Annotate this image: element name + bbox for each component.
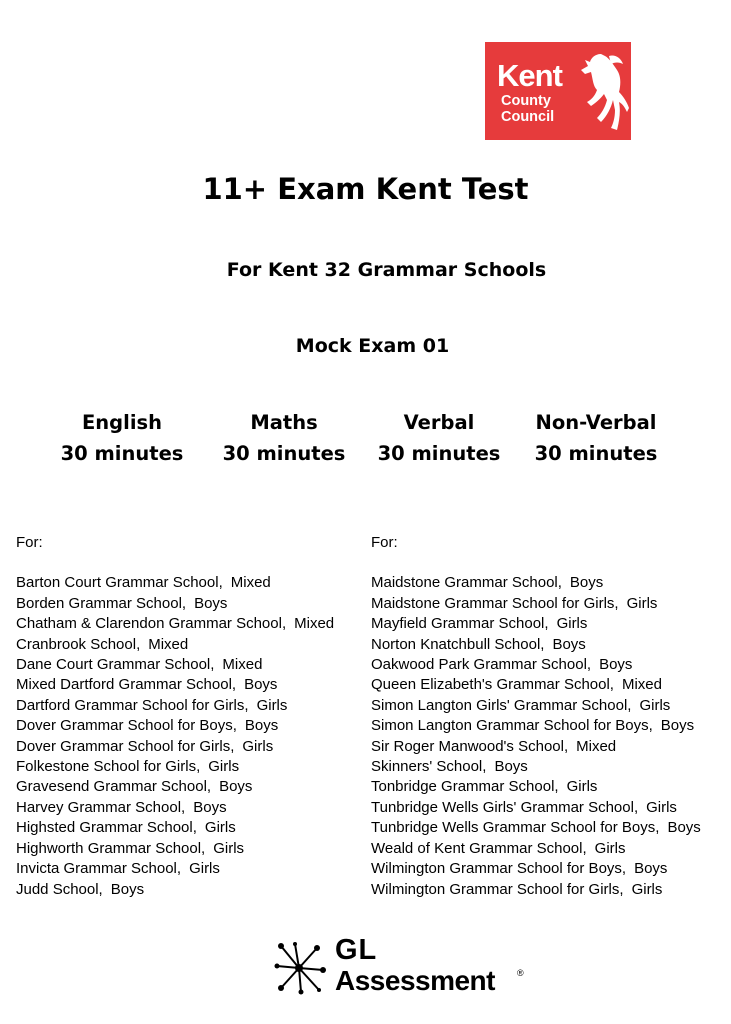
school-gender: Mixed — [294, 615, 335, 633]
list-item — [16, 859, 334, 879]
logo-word-council: Council — [501, 109, 555, 125]
list-item — [16, 696, 334, 716]
school-gender: Girls — [208, 758, 240, 776]
list-item — [371, 614, 701, 634]
school-list — [371, 573, 701, 900]
gl-logo-word: GL — [335, 934, 378, 966]
school-name: Wilmington Grammar School for Boys, — [371, 860, 627, 878]
subject-duration: 30 minutes — [60, 442, 184, 465]
school-name: Chatham & Clarendon Grammar School, — [16, 615, 287, 633]
list-item — [16, 716, 334, 736]
school-name: Tunbridge Wells Grammar School for Boys, — [371, 819, 660, 837]
school-name: Dartford Grammar School for Girls, — [16, 696, 249, 714]
list-item — [16, 655, 334, 675]
school-name: Queen Elizabeth's Grammar School, — [371, 676, 614, 694]
school-gender: Boys — [494, 758, 528, 776]
school-gender: Girls — [556, 615, 588, 633]
school-name: Mayfield Grammar School, — [371, 615, 549, 633]
school-gender: Boys — [244, 676, 278, 694]
school-gender: Girls — [594, 839, 626, 857]
list-item — [16, 777, 334, 797]
for-label: For: — [371, 534, 398, 551]
school-gender: Girls — [213, 839, 245, 857]
list-item — [371, 737, 701, 757]
school-gender: Boys — [244, 717, 279, 735]
school-list-left — [16, 533, 334, 900]
network-nodes-icon — [273, 940, 329, 996]
page-subtitle: For Kent 32 Grammar Schools — [226, 259, 547, 281]
school-gender: Boys — [634, 860, 668, 878]
school-name: Folkestone School for Girls, — [16, 758, 201, 776]
school-name: Norton Knatchbull School, — [371, 635, 545, 653]
school-name: Sir Roger Manwood's School, — [371, 737, 569, 755]
school-name: Dover Grammar School for Boys, — [16, 717, 237, 735]
school-name: Oakwood Park Grammar School, — [371, 656, 592, 674]
school-list — [16, 573, 334, 900]
subject-name: Verbal — [403, 411, 475, 434]
school-name: Maidstone Grammar School for Girls, — [371, 594, 619, 612]
page-title: 11+ Exam Kent Test — [202, 172, 529, 206]
list-item — [16, 880, 334, 900]
school-gender: Girls — [242, 737, 274, 755]
school-gender: Mixed — [230, 574, 271, 592]
school-name: Harvey Grammar School, — [16, 798, 186, 816]
school-list-right — [371, 533, 701, 900]
subject-name: Maths — [250, 411, 318, 434]
gl-logo-assessment: Assessment — [335, 965, 495, 996]
subject-name: Non-Verbal — [535, 411, 657, 434]
gl-assessment-logo — [273, 936, 533, 998]
subject-duration: 30 minutes — [222, 442, 346, 465]
list-item — [16, 757, 334, 777]
subject-maths — [204, 407, 364, 469]
list-item — [371, 777, 701, 797]
school-gender: Girls — [631, 880, 663, 898]
school-gender: Boys — [667, 819, 701, 837]
subject-name: English — [81, 411, 163, 434]
list-item — [371, 635, 701, 655]
list-item — [16, 614, 334, 634]
list-item — [16, 594, 334, 614]
list-item — [371, 696, 701, 716]
school-name: Gravesend Grammar School, — [16, 778, 212, 796]
list-item — [371, 798, 701, 818]
list-item — [371, 594, 701, 614]
school-gender: Mixed — [576, 737, 617, 755]
school-gender: Boys — [552, 635, 586, 653]
school-name: Borden Grammar School, — [16, 594, 187, 612]
list-item — [371, 655, 701, 675]
school-gender: Boys — [599, 656, 633, 674]
school-gender: Girls — [646, 798, 677, 816]
list-item — [371, 716, 701, 736]
school-name: Dover Grammar School for Girls, — [16, 737, 235, 755]
school-gender: Girls — [256, 696, 288, 714]
school-name: Maidstone Grammar School, — [371, 574, 562, 592]
school-name: Tunbridge Wells Girls' Grammar School, — [371, 798, 639, 816]
list-item — [16, 839, 334, 859]
school-name: Invicta Grammar School, — [16, 860, 182, 878]
list-item — [16, 818, 334, 838]
school-gender: Boys — [193, 798, 227, 816]
list-item — [16, 675, 334, 695]
school-name: Mixed Dartford Grammar School, — [16, 676, 237, 694]
list-item — [16, 737, 334, 757]
school-gender: Girls — [626, 594, 658, 612]
white-horse-icon — [571, 50, 629, 134]
school-name: Barton Court Grammar School, — [16, 574, 223, 592]
registered-mark: ® — [517, 968, 524, 978]
for-label: For: — [16, 534, 43, 551]
list-item — [16, 635, 334, 655]
subject-duration: 30 minutes — [377, 442, 501, 465]
list-item — [371, 573, 701, 593]
school-gender: Boys — [194, 594, 228, 612]
school-gender: Boys — [569, 574, 604, 592]
list-item — [371, 880, 701, 900]
school-name: Tonbridge Grammar School, — [371, 778, 559, 796]
list-item — [371, 757, 701, 777]
school-name: Skinners' School, — [371, 758, 487, 776]
logo-word-kent: Kent — [497, 58, 562, 93]
school-gender: Mixed — [148, 635, 189, 653]
subject-duration: 30 minutes — [534, 442, 658, 465]
school-gender: Boys — [110, 880, 145, 898]
logo-word-county: County — [501, 93, 551, 109]
subject-verbal — [359, 407, 519, 469]
list-item — [16, 573, 334, 593]
school-name: Judd School, — [16, 880, 103, 898]
subject-english — [42, 407, 202, 469]
school-name: Wilmington Grammar School for Girls, — [371, 880, 624, 898]
subject-non-verbal — [516, 407, 676, 469]
list-item — [371, 839, 701, 859]
school-gender: Mixed — [222, 656, 263, 674]
school-gender: Boys — [219, 778, 253, 796]
school-gender: Girls — [566, 778, 598, 796]
school-name: Highsted Grammar School, — [16, 819, 197, 837]
list-item — [371, 818, 701, 838]
list-item — [371, 859, 701, 879]
kent-county-council-logo — [485, 42, 631, 140]
school-name: Weald of Kent Grammar School, — [371, 839, 587, 857]
list-item — [16, 798, 334, 818]
school-name: Simon Langton Grammar School for Boys, — [371, 717, 653, 735]
school-gender: Girls — [204, 819, 236, 837]
mock-exam-label: Mock Exam 01 — [295, 335, 450, 357]
school-name: Highworth Grammar School, — [16, 839, 206, 857]
school-gender: Girls — [639, 696, 671, 714]
school-gender: Mixed — [621, 676, 662, 694]
school-name: Dane Court Grammar School, — [16, 656, 215, 674]
school-name: Simon Langton Girls' Grammar School, — [371, 696, 632, 714]
school-gender: Boys — [660, 717, 695, 735]
list-item — [371, 675, 701, 695]
school-name: Cranbrook School, — [16, 635, 141, 653]
school-gender: Girls — [189, 860, 220, 878]
